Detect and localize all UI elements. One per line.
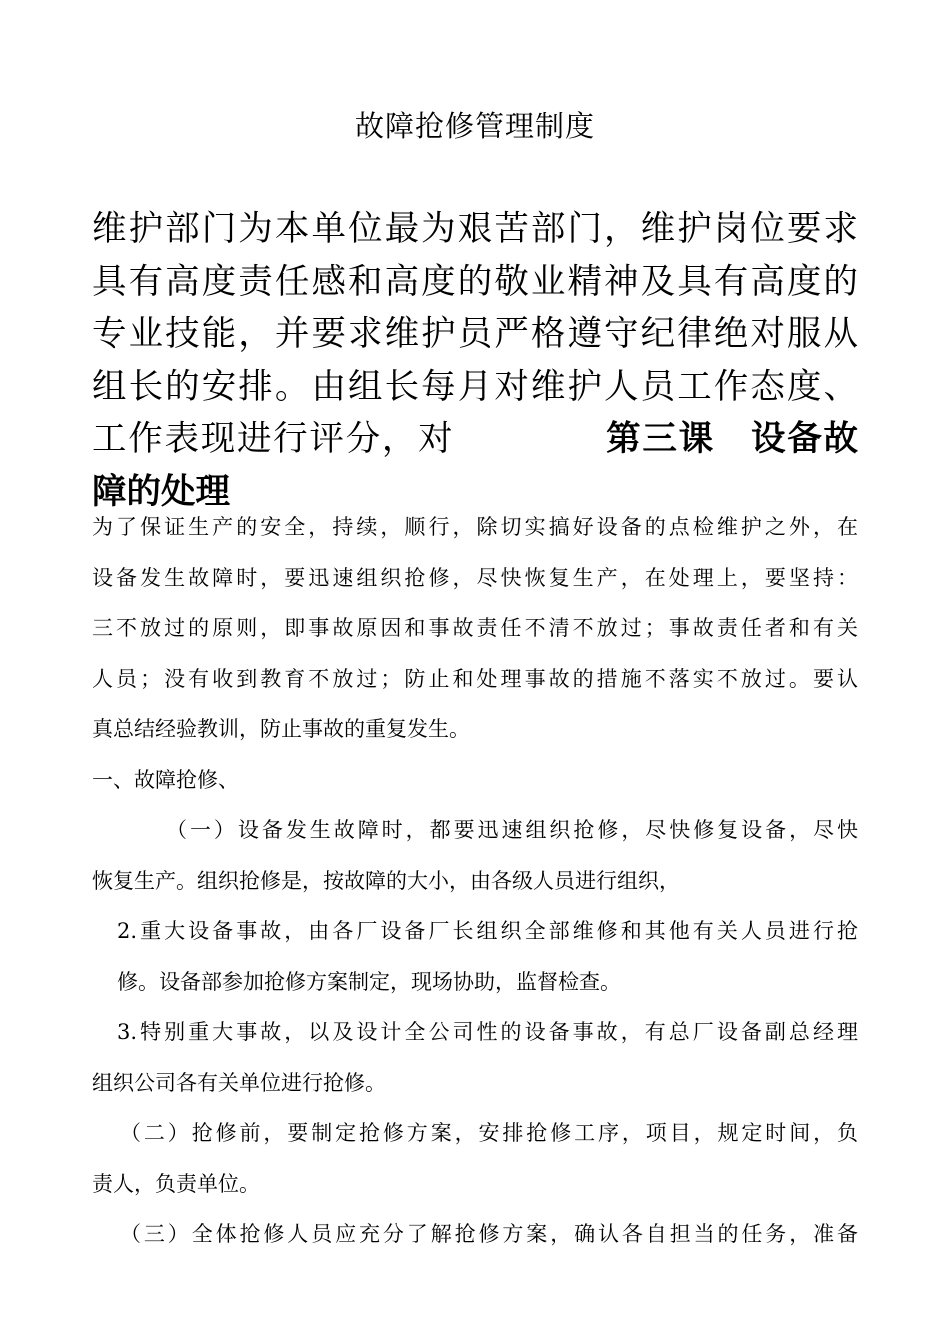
body-line: 3.特别重大事故，以及设计全公司性的设备事故，有总厂设备副总经理 — [117, 1020, 858, 1044]
body-line: 真总结经验教训，防止事故的重复发生。 — [92, 717, 470, 741]
body-text — [92, 502, 858, 1260]
body-line: 修。设备部参加抢修方案制定，现场协助，监督检查。 — [117, 969, 621, 994]
lead-line: 具有高度责任感和高度的敬业精神及具有高度的 — [92, 261, 858, 302]
section-heading: 第三课 设备故 — [604, 419, 858, 459]
section-heading-continued: 障的处理 — [92, 471, 230, 512]
lead-paragraph — [92, 203, 858, 518]
body-line: 人员；没有收到教育不放过；防止和处理事故的措施不落实不放过。要认 — [92, 666, 858, 691]
body-line: 一、故障抢修、 — [92, 767, 239, 792]
body-line: 2.重大设备事故，由各厂设备厂长组织全部维修和其他有关人员进行抢 — [117, 919, 858, 943]
body-line: （二）抢修前，要制定抢修方案，安排抢修工序，项目，规定时间，负 — [120, 1121, 858, 1145]
lead-line: 组长的安排。由组长每月对维护人员工作态度、 — [92, 366, 858, 407]
lead-line-text: 工作表现进行评分，对 — [92, 419, 455, 459]
lead-line: 维护部门为本单位最为艰苦部门，维护岗位要求 — [92, 209, 858, 249]
body-line: （三）全体抢修人员应充分了解抢修方案，确认各自担当的任务，准备 — [120, 1222, 858, 1246]
body-line: 责人，负责单位。 — [92, 1171, 260, 1196]
body-line: 设备发生故障时，要迅速组织抢修，尽快恢复生产，在处理上，要坚持： — [92, 565, 858, 590]
body-line: 组织公司各有关单位进行抢修。 — [92, 1070, 386, 1095]
body-line: 为了保证生产的安全，持续，顺行，除切实搞好设备的点检维护之外，在 — [92, 515, 858, 539]
body-line: 三不放过的原则，即事故原因和事故责任不清不放过；事故责任者和有关 — [92, 616, 858, 640]
lead-line: 专业技能，并要求维护员严格遵守纪律绝对服从 — [92, 314, 858, 354]
document-page — [92, 0, 858, 1344]
body-line: （一）设备发生故障时，都要迅速组织抢修，尽快修复设备，尽快 — [166, 818, 858, 842]
body-line: 恢复生产。组织抢修是，按故障的大小，由各级人员进行组织， — [92, 868, 680, 893]
document-title: 故障抢修管理制度 — [354, 109, 595, 143]
lead-line-with-heading — [92, 413, 858, 466]
